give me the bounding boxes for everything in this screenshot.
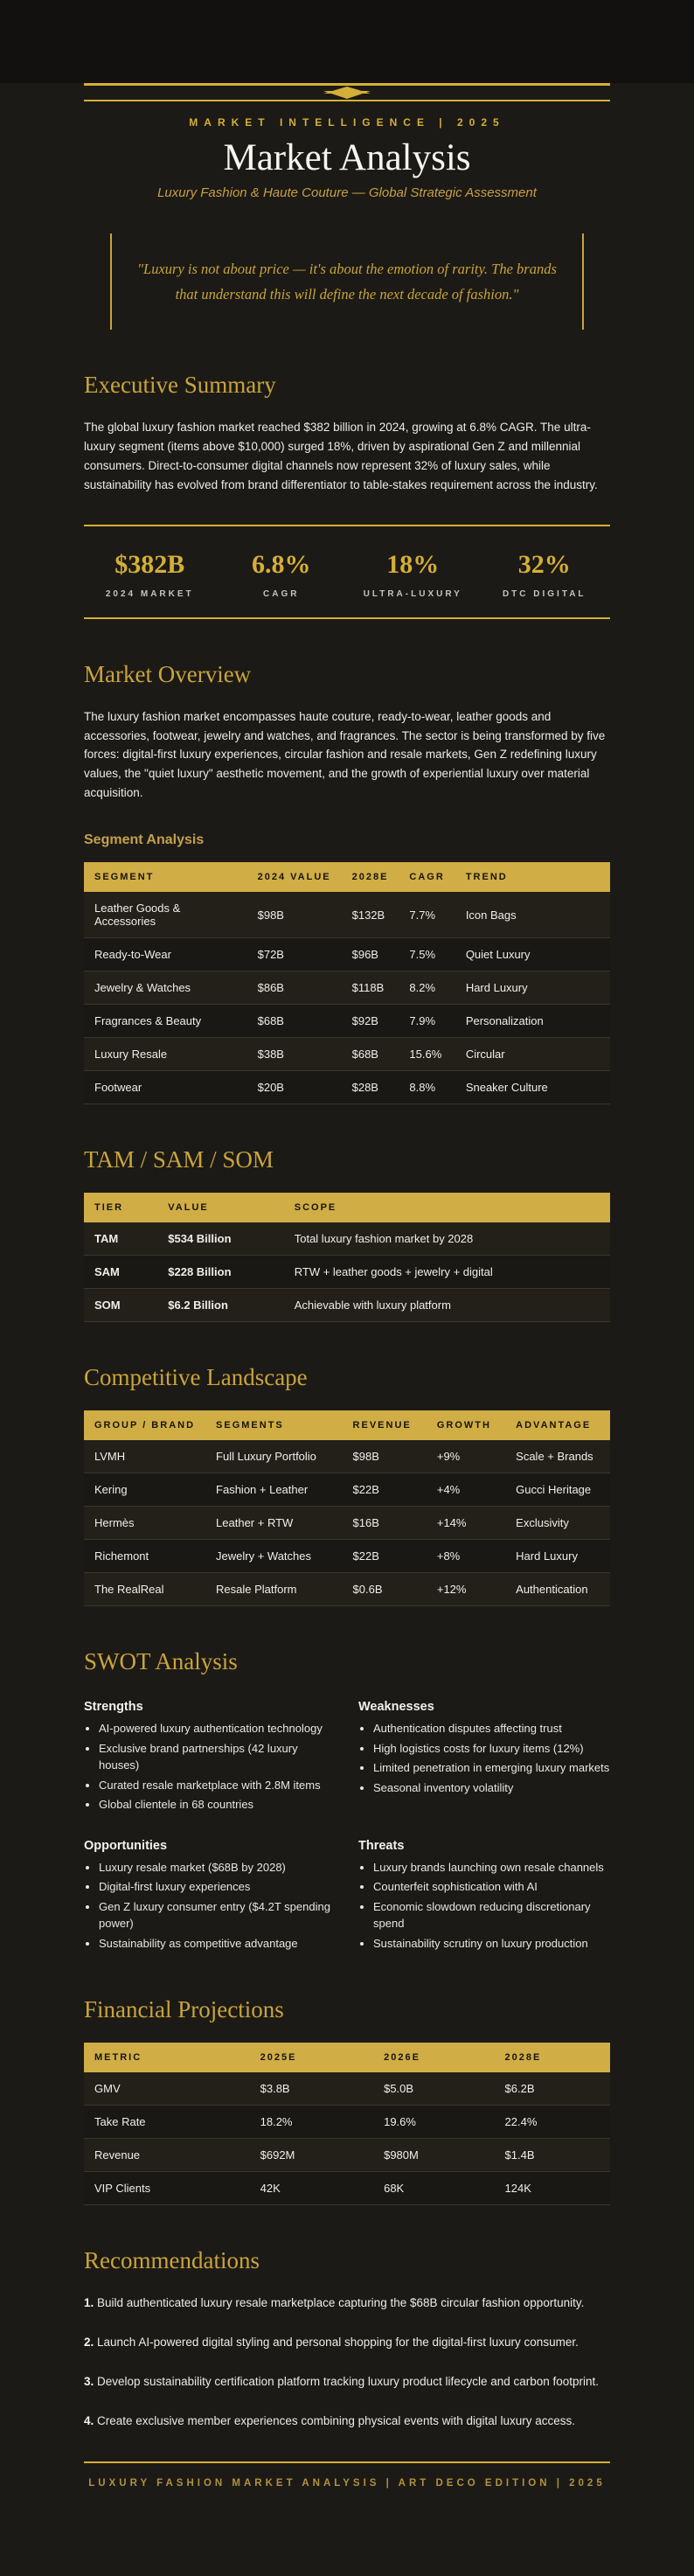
stat-label: ULTRA-LUXURY	[363, 588, 462, 599]
table-cell: 15.6%	[399, 1038, 455, 1071]
table-cell: Hermès	[84, 1507, 205, 1540]
table-cell: Circular	[455, 1038, 610, 1071]
table-cell: Authentication	[505, 1573, 610, 1606]
table-cell: $3.8B	[250, 2072, 373, 2106]
table-row	[84, 1473, 610, 1507]
swot-item: • Luxury brands launching own resale channels	[373, 1859, 610, 1876]
page-subtitle: Luxury Fashion & Haute Couture — Global Strategic Assessment	[157, 184, 537, 200]
recommendation-item: 4. Create exclusive member experiences combining physical events with digital luxury access.	[84, 2413, 576, 2427]
pull-quote: "Luxury is not about price — it's about the emotion of rarity. The brands that understand this will define the next decade of fashion."	[110, 233, 584, 331]
column-header: METRIC	[84, 2043, 250, 2072]
swot-item: • Curated resale marketplace with 2.8M items	[99, 1777, 336, 1794]
table-cell: 68K	[373, 2172, 494, 2205]
swot-list	[84, 1720, 336, 1814]
table-cell: $98B	[247, 892, 342, 938]
stat-item	[216, 550, 348, 599]
recommendation-item: 3. Develop sustainability certification platform tracking luxury product lifecycle and carbon footprint.	[84, 2374, 600, 2388]
column-header: 2025E	[250, 2043, 373, 2072]
swot-group-opportunities	[84, 1839, 336, 1955]
table-cell: $6.2 Billion	[157, 1289, 283, 1322]
table-row	[84, 1540, 610, 1573]
swot-item: • Limited penetration in emerging luxury markets	[373, 1759, 610, 1777]
table-cell: +8%	[427, 1540, 505, 1573]
table-cell: $92B	[342, 1005, 399, 1038]
table-cell: The RealReal	[84, 1573, 205, 1606]
table-cell: $980M	[373, 2139, 494, 2172]
table-cell: 7.5%	[399, 938, 455, 971]
report-eyebrow: MARKET INTELLIGENCE | 2025	[189, 116, 505, 129]
table-cell: $68B	[342, 1038, 399, 1071]
stat-item	[84, 550, 216, 599]
stat-value: 32%	[517, 549, 571, 579]
table-cell: Icon Bags	[455, 892, 610, 938]
table-cell: $22B	[343, 1540, 427, 1573]
table-cell: $20B	[247, 1071, 342, 1104]
table-cell: $86B	[247, 971, 342, 1005]
table-cell: Leather Goods & Accessories	[84, 892, 247, 938]
tam-sam-som-heading: TAM / SAM / SOM	[84, 1146, 274, 1173]
column-header: SCOPE	[284, 1193, 610, 1222]
table-cell: 22.4%	[495, 2106, 610, 2139]
table-cell: $28B	[342, 1071, 399, 1104]
swot-group-weaknesses	[358, 1700, 610, 1816]
swot-item: • Economic slowdown reducing discretionary spend	[373, 1898, 610, 1932]
swot-item: • Digital-first luxury experiences	[99, 1878, 336, 1896]
swot-item: • High logistics costs for luxury items (12%)	[373, 1740, 610, 1758]
table-cell: Scale + Brands	[505, 1440, 610, 1473]
table-cell: $534 Billion	[157, 1222, 283, 1256]
table-header-row	[84, 1193, 610, 1222]
table-cell: Luxury Resale	[84, 1038, 247, 1071]
stat-label: DTC DIGITAL	[502, 588, 586, 599]
swot-group-title: Threats	[358, 1838, 405, 1853]
table-cell: Full Luxury Portfolio	[205, 1440, 343, 1473]
table-cell: Jewelry & Watches	[84, 971, 247, 1005]
table-cell: Fashion + Leather	[205, 1473, 343, 1507]
column-header: TIER	[84, 1193, 157, 1222]
swot-analysis-heading: SWOT Analysis	[84, 1648, 238, 1675]
table-cell: +4%	[427, 1473, 505, 1507]
table-cell: $96B	[342, 938, 399, 971]
swot-item: • Seasonal inventory volatility	[373, 1779, 610, 1797]
stat-item	[347, 550, 479, 599]
financial-projections-table	[84, 2043, 610, 2205]
report-page	[0, 83, 694, 2576]
table-cell: $5.0B	[373, 2072, 494, 2106]
table-cell: $0.6B	[343, 1573, 427, 1606]
market-overview-heading: Market Overview	[84, 660, 252, 687]
segment-analysis-subheading: Segment Analysis	[84, 832, 205, 848]
stat-value: 18%	[386, 549, 440, 579]
table-cell: Leather + RTW	[205, 1507, 343, 1540]
table-cell: Achievable with luxury platform	[284, 1289, 610, 1322]
table-cell: Hard Luxury	[505, 1540, 610, 1573]
table-cell: Take Rate	[84, 2106, 250, 2139]
swot-item: • Exclusive brand partnerships (42 luxury houses)	[99, 1740, 336, 1774]
table-cell: Kering	[84, 1473, 205, 1507]
swot-group-title: Strengths	[84, 1700, 143, 1715]
tam-sam-som-table	[84, 1193, 610, 1322]
table-cell: Exclusivity	[505, 1507, 610, 1540]
table-row	[84, 892, 610, 938]
table-cell: $68B	[247, 1005, 342, 1038]
table-cell: +9%	[427, 1440, 505, 1473]
table-row	[84, 1256, 610, 1289]
table-row	[84, 1573, 610, 1606]
table-cell: $72B	[247, 938, 342, 971]
table-header-row	[84, 2043, 610, 2072]
table-cell: 124K	[495, 2172, 610, 2205]
recommendations-list	[84, 2294, 610, 2430]
column-header: VALUE	[157, 1193, 283, 1222]
table-cell: SOM	[84, 1289, 157, 1322]
table-cell: Footwear	[84, 1071, 247, 1104]
table-cell: $98B	[343, 1440, 427, 1473]
swot-item: • Global clientele in 68 countries	[99, 1796, 336, 1814]
table-cell: +12%	[427, 1573, 505, 1606]
swot-list	[358, 1859, 610, 1953]
executive-summary-heading: Executive Summary	[84, 372, 276, 399]
table-cell: Hard Luxury	[455, 971, 610, 1005]
table-row	[84, 1289, 610, 1322]
column-header: ADVANTAGE	[505, 1410, 610, 1440]
table-row	[84, 1440, 610, 1473]
report-footer: LUXURY FASHION MARKET ANALYSIS | ART DECO EDITION | 2025	[84, 2461, 610, 2489]
column-header: 2026E	[373, 2043, 494, 2072]
swot-group-threats	[358, 1839, 610, 1955]
table-row	[84, 1071, 610, 1104]
competitive-landscape-heading: Competitive Landscape	[84, 1364, 308, 1391]
swot-group-title: Opportunities	[84, 1838, 168, 1853]
recommendation-number: 4.	[84, 2413, 94, 2427]
column-header: SEGMENT	[84, 862, 247, 892]
deco-triangle-down-icon	[323, 91, 371, 99]
stat-value: 6.8%	[252, 549, 311, 579]
table-cell: Richemont	[84, 1540, 205, 1573]
stat-value: $382B	[115, 549, 185, 579]
table-row	[84, 971, 610, 1005]
table-row	[84, 1005, 610, 1038]
column-header: TREND	[455, 862, 610, 892]
swot-item: • Sustainability as competitive advantage	[99, 1935, 336, 1953]
swot-item: • Counterfeit sophistication with AI	[373, 1878, 610, 1896]
table-cell: Revenue	[84, 2139, 250, 2172]
table-cell: RTW + leather goods + jewelry + digital	[284, 1256, 610, 1289]
swot-list	[84, 1859, 336, 1953]
table-cell: $6.2B	[495, 2072, 610, 2106]
recommendation-number: 3.	[84, 2374, 94, 2388]
table-cell: Quiet Luxury	[455, 938, 610, 971]
table-row	[84, 1507, 610, 1540]
swot-group-title: Weaknesses	[358, 1700, 434, 1715]
table-cell: TAM	[84, 1222, 157, 1256]
table-cell: $16B	[343, 1507, 427, 1540]
table-header-row	[84, 1410, 610, 1440]
recommendation-item: 1. Build authenticated luxury resale marketplace capturing the $68B circular fashion opportunity.	[84, 2296, 585, 2310]
swot-item: • Sustainability scrutiny on luxury production	[373, 1935, 610, 1953]
table-cell: GMV	[84, 2072, 250, 2106]
recommendations-heading: Recommendations	[84, 2247, 260, 2274]
swot-item: • Luxury resale market ($68B by 2028)	[99, 1859, 336, 1876]
table-cell: 8.8%	[399, 1071, 455, 1104]
table-cell: 7.7%	[399, 892, 455, 938]
table-cell: Ready-to-Wear	[84, 938, 247, 971]
table-cell: $22B	[343, 1473, 427, 1507]
table-row	[84, 2072, 610, 2106]
table-cell: +14%	[427, 1507, 505, 1540]
swot-group-strengths	[84, 1700, 336, 1816]
swot-item: • AI-powered luxury authentication technology	[99, 1720, 336, 1737]
swot-item: • Authentication disputes affecting trust	[373, 1720, 610, 1737]
table-cell: SAM	[84, 1256, 157, 1289]
table-cell: Personalization	[455, 1005, 610, 1038]
table-cell: Sneaker Culture	[455, 1071, 610, 1104]
column-header: GROUP / BRAND	[84, 1410, 205, 1440]
column-header: CAGR	[399, 862, 455, 892]
table-cell: $118B	[342, 971, 399, 1005]
table-row	[84, 2106, 610, 2139]
key-stats-band	[84, 525, 610, 619]
table-cell: Jewelry + Watches	[205, 1540, 343, 1573]
table-cell: $1.4B	[495, 2139, 610, 2172]
table-cell: 7.9%	[399, 1005, 455, 1038]
column-header: REVENUE	[343, 1410, 427, 1440]
recommendation-number: 1.	[84, 2296, 94, 2310]
financial-projections-heading: Financial Projections	[84, 1996, 284, 2023]
column-header: 2028E	[342, 862, 399, 892]
table-row	[84, 938, 610, 971]
column-header: GROWTH	[427, 1410, 505, 1440]
swot-list	[358, 1720, 610, 1796]
recommendation-item: 2. Launch AI-powered digital styling and personal shopping for the digital-first luxury consumer.	[84, 2335, 579, 2349]
table-cell: $692M	[250, 2139, 373, 2172]
table-row	[84, 1038, 610, 1071]
table-cell: 19.6%	[373, 2106, 494, 2139]
stat-label: 2024 MARKET	[105, 588, 194, 599]
table-cell: 42K	[250, 2172, 373, 2205]
column-header: 2028E	[495, 2043, 610, 2072]
table-cell: VIP Clients	[84, 2172, 250, 2205]
table-cell: Fragrances & Beauty	[84, 1005, 247, 1038]
segment-analysis-table	[84, 862, 610, 1104]
column-header: SEGMENTS	[205, 1410, 343, 1440]
table-cell: Resale Platform	[205, 1573, 343, 1606]
table-header-row	[84, 862, 610, 892]
executive-summary-text: The global luxury fashion market reached $382 billion in 2024, growing at 6.8% CAGR. The ultra-luxury segment (items above $10,000) surged 18%, driven by aspirational Gen Z and millennial consumers. Direct-to-consumer digital channels now represent 32% of luxury sales, while sustainability has evolved from brand differentiator to table-stakes requirement across the industry.	[84, 421, 598, 491]
table-cell: LVMH	[84, 1440, 205, 1473]
table-cell: Gucci Heritage	[505, 1473, 610, 1507]
art-deco-divider	[84, 83, 610, 101]
page-title: Market Analysis	[223, 137, 471, 178]
table-row	[84, 2172, 610, 2205]
table-row	[84, 1222, 610, 1256]
stat-item	[479, 550, 611, 599]
stat-label: CAGR	[263, 588, 300, 599]
table-cell: $228 Billion	[157, 1256, 283, 1289]
market-overview-text: The luxury fashion market encompasses haute couture, ready-to-wear, leather goods and accessories, footwear, jewelry and watches, and fragrances. The sector is being transformed by five forces: digital-first luxury experiences, circular fashion and resale markets, Gen Z redefining luxury values, the "quiet luxury" aesthetic movement, and the growth of experiential luxury over material acquisition.	[84, 709, 606, 800]
table-cell: 8.2%	[399, 971, 455, 1005]
table-cell: Total luxury fashion market by 2028	[284, 1222, 610, 1256]
recommendation-number: 2.	[84, 2335, 94, 2349]
table-cell: $38B	[247, 1038, 342, 1071]
competitive-landscape-table	[84, 1410, 610, 1606]
swot-item: • Gen Z luxury consumer entry ($4.2T spending power)	[99, 1898, 336, 1932]
table-row	[84, 2139, 610, 2172]
table-cell: $132B	[342, 892, 399, 938]
column-header: 2024 VALUE	[247, 862, 342, 892]
table-cell: 18.2%	[250, 2106, 373, 2139]
swot-grid	[84, 1700, 610, 1954]
